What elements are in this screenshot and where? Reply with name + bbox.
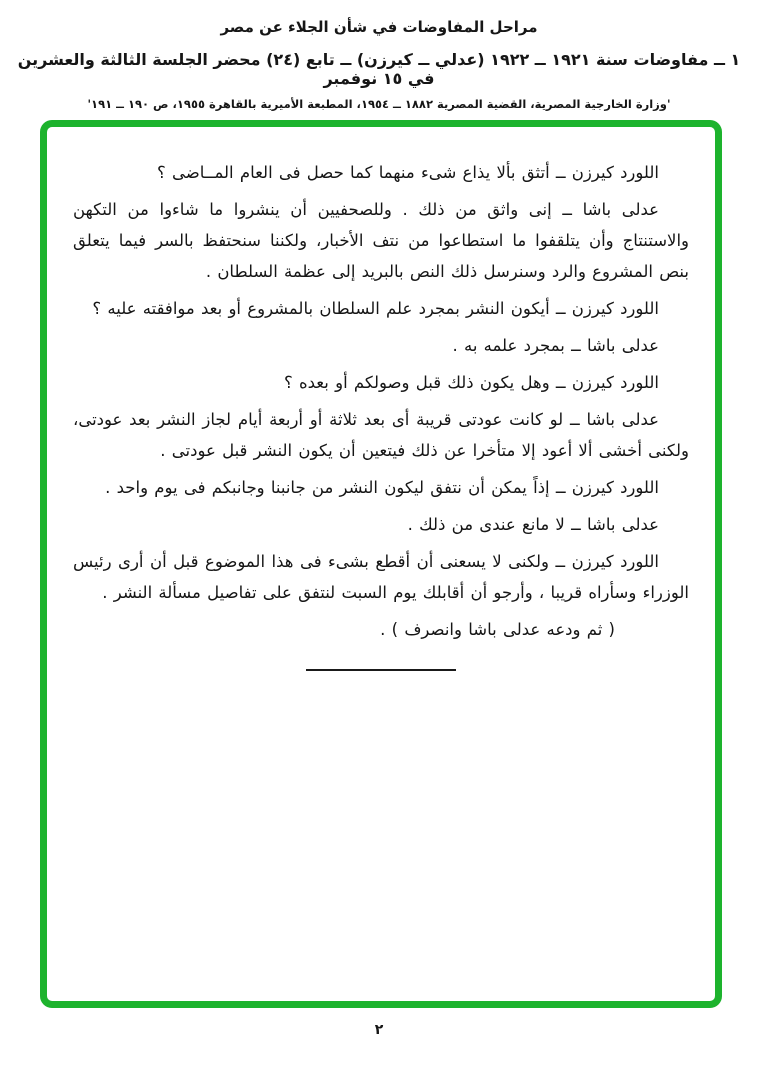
dialogue-line-curzon-4: اللورد كيرزن ــ إذاً يمكن أن نتفق ليكون النشر من جانبنا وجانبكم فى يوم واحد . — [105, 478, 659, 497]
source-citation: 'وزارة الخارجية المصرية، القضية المصرية ١٨٨٢ ــ ١٩٥٤، المطبعة الأميرية بالقاهرة ١٩٥٥، ص ١٩٠ ــ ١٩١' — [87, 97, 671, 111]
dialogue-line-adly-1: عدلى باشا ــ إنى واثق من ذلك . وللصحفيين أن ينشروا ما شاءوا من التكهن والاستنتاج وأن يتلقفوا ما استطاعوا من نتف الأخبار، ولكننا سنحتفظ بالسر فيما يتعلق بنص المشروع والرد وسنرسل ذلك النص بالبريد إلى عظمة السلطان . — [73, 200, 689, 281]
page-number: ٢ — [374, 1022, 384, 1038]
document-frame — [40, 120, 722, 1008]
dialogue-line-curzon-2: اللورد كيرزن ــ أيكون النشر بمجرد علم السلطان بالمشروع أو بعد موافقته عليه ؟ — [92, 299, 659, 318]
dialogue-line-curzon-5: اللورد كيرزن ــ ولكنى لا يسعنى أن أقطع بشىء فى هذا الموضوع قبل أن أرى رئيس الوزراء وسأراه قريبا ، وأرجو أن أقابلك يوم السبت لنتفق على تفاصيل مسألة النشر . — [73, 552, 689, 602]
dialogue-content — [47, 127, 715, 671]
dialogue-line-adly-2: عدلى باشا ــ بمجرد علمه به . — [452, 336, 659, 355]
page-header — [0, 0, 758, 111]
dialogue-line-curzon-3: اللورد كيرزن ــ وهل يكون ذلك قبل وصولكم أو بعده ؟ — [284, 373, 659, 392]
dialogue-line-adly-3: عدلى باشا ــ لو كانت عودتى قريبة أى بعد ثلاثة أو أربعة أيام لجاز النشر بعد عودتى، ولكنى أخشى ألا أعود إلا متأخرا عن ذلك فيتعين أن يكون النشر قبل عودتى . — [73, 410, 689, 460]
dialogue-closing-note: ( ثم ودعه عدلى باشا وانصرف ) . — [380, 620, 615, 639]
dialogue-line-curzon-1: اللورد كيرزن ــ أتثق بألا يذاع شىء منهما كما حصل فى العام المــاضى ؟ — [157, 163, 659, 182]
page-subtitle: ١ ــ مفاوضات سنة ١٩٢١ ــ ١٩٢٢ (عدلي ــ كيرزن) ــ تابع (٢٤) محضر الجلسة الثالثة والعشرين في ١٥ نوفمبر — [17, 50, 741, 88]
page-title: مراحل المفاوضات في شأن الجلاء عن مصر — [220, 18, 538, 36]
section-divider — [306, 669, 456, 671]
dialogue-line-adly-4: عدلى باشا ــ لا مانع عندى من ذلك . — [407, 515, 659, 534]
